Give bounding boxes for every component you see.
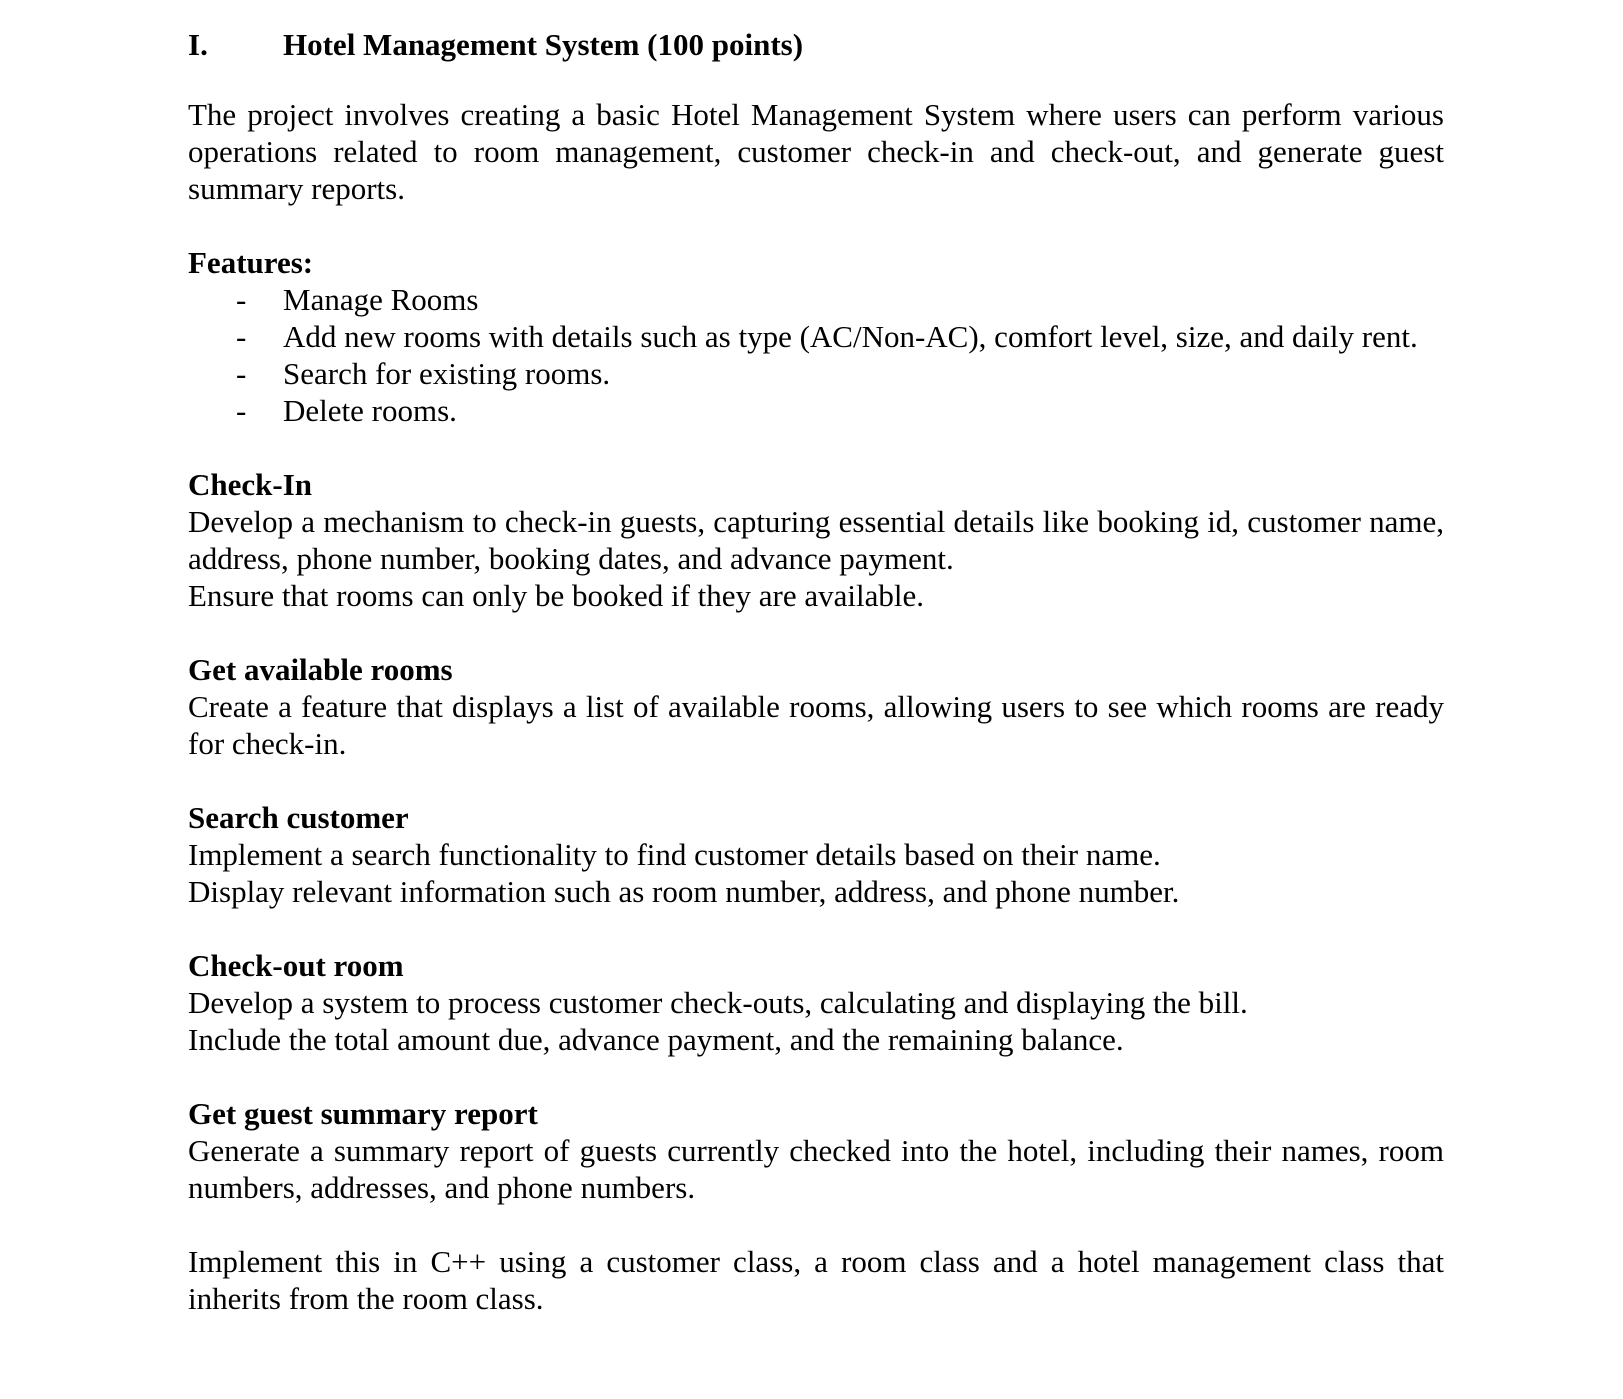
bullet-marker: - bbox=[236, 356, 247, 391]
list-item bbox=[188, 318, 1444, 355]
heading-title: Hotel Management System (100 points) bbox=[283, 26, 804, 62]
bullet-marker: - bbox=[236, 282, 247, 317]
heading-number: I. bbox=[188, 26, 208, 62]
document-heading bbox=[188, 22, 1444, 66]
bullet-marker: - bbox=[236, 319, 247, 354]
section-paragraph: Develop a mechanism to check-in guests, capturing essential details like booking id, customer name, address, phone number, booking dates, and advance payment. bbox=[188, 504, 1444, 576]
search-customer-section bbox=[188, 799, 1444, 910]
feature-item-text: Add new rooms with details such as type (AC/Non-AC), comfort level, size, and daily rent. bbox=[283, 319, 1418, 354]
feature-item-text: Manage Rooms bbox=[283, 282, 479, 317]
available-rooms-section bbox=[188, 651, 1444, 762]
section-title: Search customer bbox=[188, 800, 409, 835]
intro-paragraph: The project involves creating a basic Hotel Management System where users can perform various operations related to room management, customer check-in and check-out, and generate guest summary reports. bbox=[188, 97, 1444, 206]
section-title: Get guest summary report bbox=[188, 1096, 538, 1131]
guest-summary-section bbox=[188, 1095, 1444, 1206]
features-section bbox=[188, 244, 1444, 429]
feature-item-text: Search for existing rooms. bbox=[283, 356, 611, 391]
document-page bbox=[188, 22, 1444, 1317]
section-title: Check-out room bbox=[188, 948, 404, 983]
check-in-section bbox=[188, 466, 1444, 614]
section-paragraph: Develop a system to process customer check-outs, calculating and displaying the bill. bbox=[188, 985, 1248, 1020]
list-item bbox=[188, 355, 1444, 392]
list-item bbox=[188, 281, 1444, 318]
features-list bbox=[188, 281, 1444, 429]
section-paragraph: Create a feature that displays a list of available rooms, allowing users to see which rooms are ready for check-in. bbox=[188, 689, 1444, 761]
section-title: Check-In bbox=[188, 467, 313, 502]
section-paragraph: Include the total amount due, advance payment, and the remaining balance. bbox=[188, 1022, 1124, 1057]
closing-paragraph: Implement this in C++ using a customer class, a room class and a hotel management class that inherits from the room class. bbox=[188, 1244, 1444, 1316]
feature-item-text: Delete rooms. bbox=[283, 393, 457, 428]
bullet-marker: - bbox=[236, 393, 247, 428]
check-out-section bbox=[188, 947, 1444, 1058]
section-paragraph: Generate a summary report of guests currently checked into the hotel, including their names, room numbers, addresses, and phone numbers. bbox=[188, 1133, 1444, 1205]
section-paragraph: Implement a search functionality to find customer details based on their name. bbox=[188, 837, 1161, 872]
features-title: Features: bbox=[188, 245, 314, 280]
list-item bbox=[188, 392, 1444, 429]
section-title: Get available rooms bbox=[188, 652, 453, 687]
section-paragraph: Display relevant information such as room number, address, and phone number. bbox=[188, 874, 1180, 909]
section-paragraph: Ensure that rooms can only be booked if they are available. bbox=[188, 578, 924, 613]
